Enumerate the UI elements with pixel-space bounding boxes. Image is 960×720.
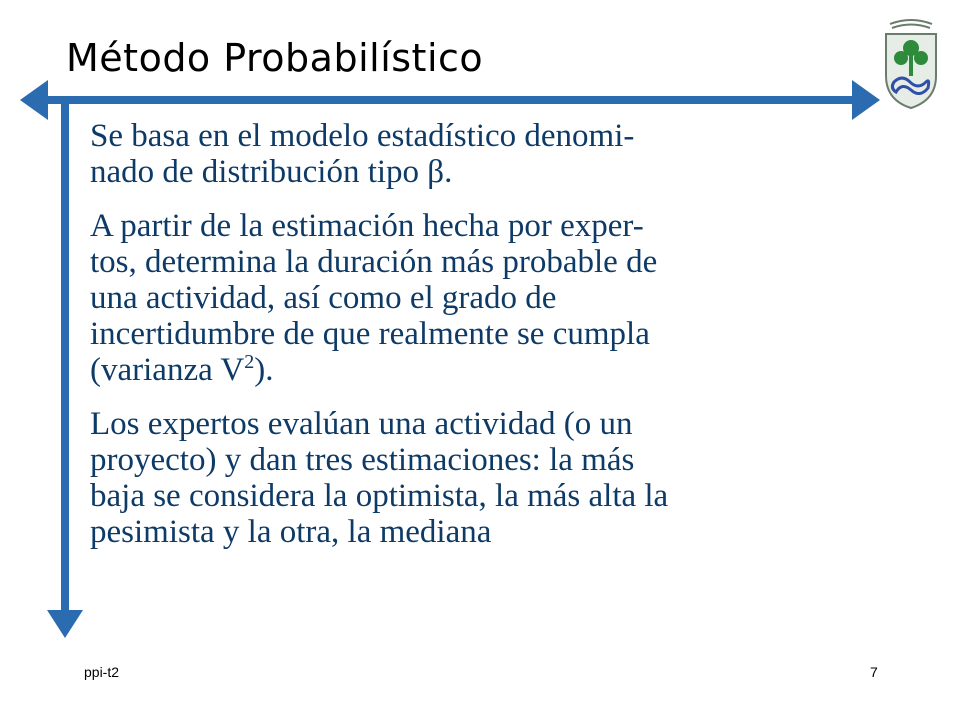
text-line: incertidumbre de que realmente se cumpla <box>90 316 650 352</box>
text-line <box>90 352 850 388</box>
footer-label: ppi-t2 <box>84 664 120 680</box>
arrow-down-icon <box>47 610 83 638</box>
paragraph-3 <box>90 406 850 550</box>
slide-body <box>90 118 850 568</box>
text-line: proyecto) y dan tres estimaciones: la más <box>90 442 635 478</box>
university-emblem-icon <box>880 18 942 110</box>
text-line: baja se considera la optimista, la más alta la <box>90 478 669 514</box>
text-line: Los expertos evalúan una actividad (o un <box>90 406 633 442</box>
page-number: 7 <box>870 664 878 680</box>
arrow-right-icon <box>852 80 880 120</box>
text-fragment: ). <box>254 352 274 388</box>
text-fragment: (varianza V <box>90 352 245 388</box>
paragraph-1 <box>90 118 850 190</box>
text-line: nado de distribución tipo β. <box>90 154 453 190</box>
arrow-left-icon <box>20 80 48 120</box>
text-line: Se basa en el modelo estadístico denomi- <box>90 118 635 154</box>
slide-title: Método Probabilístico <box>66 36 484 80</box>
paragraph-2 <box>90 208 850 388</box>
text-line: A partir de la estimación hecha por exper- <box>90 208 644 244</box>
text-line: tos, determina la duración más probable de <box>90 244 658 280</box>
text-line: pesimista y la otra, la mediana <box>90 514 492 550</box>
text-line: una actividad, así como el grado de <box>90 280 557 316</box>
superscript: 2 <box>244 351 255 373</box>
